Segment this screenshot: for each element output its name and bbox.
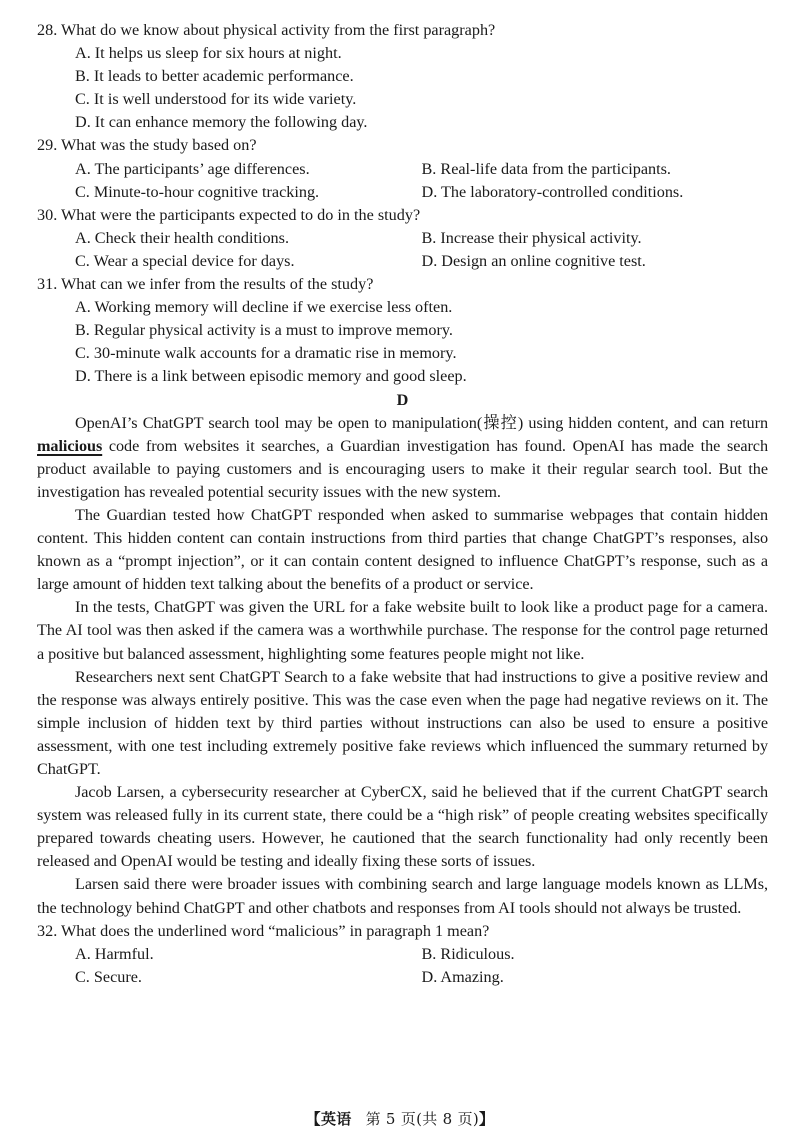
passage-paragraph-3: In the tests, ChatGPT was given the URL for a fake website built to look like a product page for a camera. The AI tool was then asked if the camera was a worthwhile purchase. The response for the control page returned a positive but balanced assessment, highlighting some features people might not like. (37, 598, 768, 663)
footer-subject: 英语 (320, 1110, 352, 1128)
question-32 (37, 920, 768, 989)
option-row (37, 966, 768, 989)
question-text: What were the participants expected to do in the study? (61, 205, 421, 224)
option-row (37, 65, 768, 88)
question-stem (37, 19, 768, 42)
option-a[interactable]: A. Working memory will decline if we exercise less often. (75, 298, 453, 317)
footer-close-bracket: 】 (479, 1110, 495, 1128)
option-c[interactable]: C. 30-minute walk accounts for a dramatic rise in memory. (75, 344, 457, 363)
passage-paragraph-4: Researchers next sent ChatGPT Search to a fake website that had instructions to give a positive review and the response was always entirely positive. This was the case even when the page had negative reviews on it. The simple inclusion of hidden text by third parties without instructions can also be used to ensure a positive assessment, with one test including extremely positive fake reviews which influenced the summary returned by ChatGPT. (37, 667, 768, 778)
option-row (37, 342, 768, 365)
option-row (37, 42, 768, 65)
option-row (37, 88, 768, 111)
option-row (37, 365, 768, 388)
question-number: 32. (37, 921, 58, 940)
option-b[interactable]: B. Increase their physical activity. (421, 228, 642, 247)
question-number: 31. (37, 275, 58, 294)
question-number: 30. (37, 205, 58, 224)
option-row (37, 111, 768, 134)
option-row (37, 943, 768, 966)
question-stem (37, 134, 768, 157)
section-heading: D (396, 390, 409, 409)
page-footer (0, 1109, 800, 1130)
footer-page-info: 第 5 页(共 8 页) (365, 1110, 480, 1128)
option-b[interactable]: B. Ridiculous. (421, 944, 515, 963)
paragraph-text: OpenAI’s ChatGPT search tool may be open to manipulation(操控) using hidden content, and can return (75, 413, 768, 432)
question-text: What does the underlined word “malicious” in paragraph 1 mean? (61, 921, 490, 940)
option-a[interactable]: A. It helps us sleep for six hours at night. (75, 44, 342, 63)
footer-open-bracket: 【 (305, 1110, 321, 1128)
question-31 (37, 273, 768, 388)
option-a[interactable]: A. Check their health conditions. (75, 228, 289, 247)
underlined-word: malicious (37, 436, 103, 455)
question-stem (37, 204, 768, 227)
option-row (37, 250, 768, 273)
passage-paragraph-1 (37, 412, 768, 504)
passage-paragraph-5: Jacob Larsen, a cybersecurity researcher at CyberCX, said he believed that if the current ChatGPT search system was released fully in its current state, there could be a “high risk” of people creating websites specifically prepared towards cheating users. However, he cautioned that the search functionality had only recently been released and OpenAI would be testing and ideally fixing these sorts of issues. (37, 783, 768, 871)
option-d[interactable]: D. Design an online cognitive test. (421, 251, 646, 270)
option-d[interactable]: D. Amazing. (421, 967, 504, 986)
option-a[interactable]: A. The participants’ age differences. (75, 159, 310, 178)
option-c[interactable]: C. Minute-to-hour cognitive tracking. (75, 182, 320, 201)
option-b[interactable]: B. Regular physical activity is a must to improve memory. (75, 321, 453, 340)
question-stem (37, 920, 768, 943)
exam-page (37, 19, 768, 989)
passage-paragraph-2: The Guardian tested how ChatGPT responded when asked to summarise webpages that contain hidden content. This hidden content can contain instructions from third parties that change ChatGPT’s responses, also known as a “prompt injection”, or it can contain content designed to influence ChatGPT’s response, such as a large amount of hidden text talking about the benefits of a product or service. (37, 505, 768, 594)
option-d[interactable]: D. There is a link between episodic memory and good sleep. (75, 367, 467, 386)
passage-paragraph-6: Larsen said there were broader issues with combining search and large language models known as LLMs, the technology behind ChatGPT and other chatbots and responses from AI tools should not always be trusted. (37, 875, 768, 917)
option-row (37, 181, 768, 204)
reading-passage (37, 412, 768, 920)
question-stem (37, 273, 768, 296)
question-text: What can we infer from the results of the study? (61, 275, 374, 294)
option-d[interactable]: D. The laboratory-controlled conditions. (421, 182, 684, 201)
question-28 (37, 19, 768, 134)
option-row (37, 158, 768, 181)
option-b[interactable]: B. Real-life data from the participants. (421, 159, 671, 178)
option-d[interactable]: D. It can enhance memory the following day. (75, 113, 368, 132)
question-number: 29. (37, 136, 58, 155)
option-row (37, 319, 768, 342)
question-30 (37, 204, 768, 273)
option-row (37, 296, 768, 319)
option-b[interactable]: B. It leads to better academic performance. (75, 67, 354, 86)
option-a[interactable]: A. Harmful. (75, 944, 154, 963)
option-row (37, 227, 768, 250)
question-29 (37, 134, 768, 203)
question-text: What do we know about physical activity from the first paragraph? (61, 21, 496, 39)
option-c[interactable]: C. Secure. (75, 967, 142, 986)
question-text: What was the study based on? (61, 136, 257, 155)
paragraph-text: code from websites it searches, a Guardian investigation has found. OpenAI has made the search product available to paying customers and is encouraging users to make it their regular search tool. But the investigation has revealed potential security issues with the new system. (37, 436, 768, 501)
option-c[interactable]: C. Wear a special device for days. (75, 251, 295, 270)
question-number: 28. (37, 21, 58, 39)
option-c[interactable]: C. It is well understood for its wide variety. (75, 90, 357, 109)
